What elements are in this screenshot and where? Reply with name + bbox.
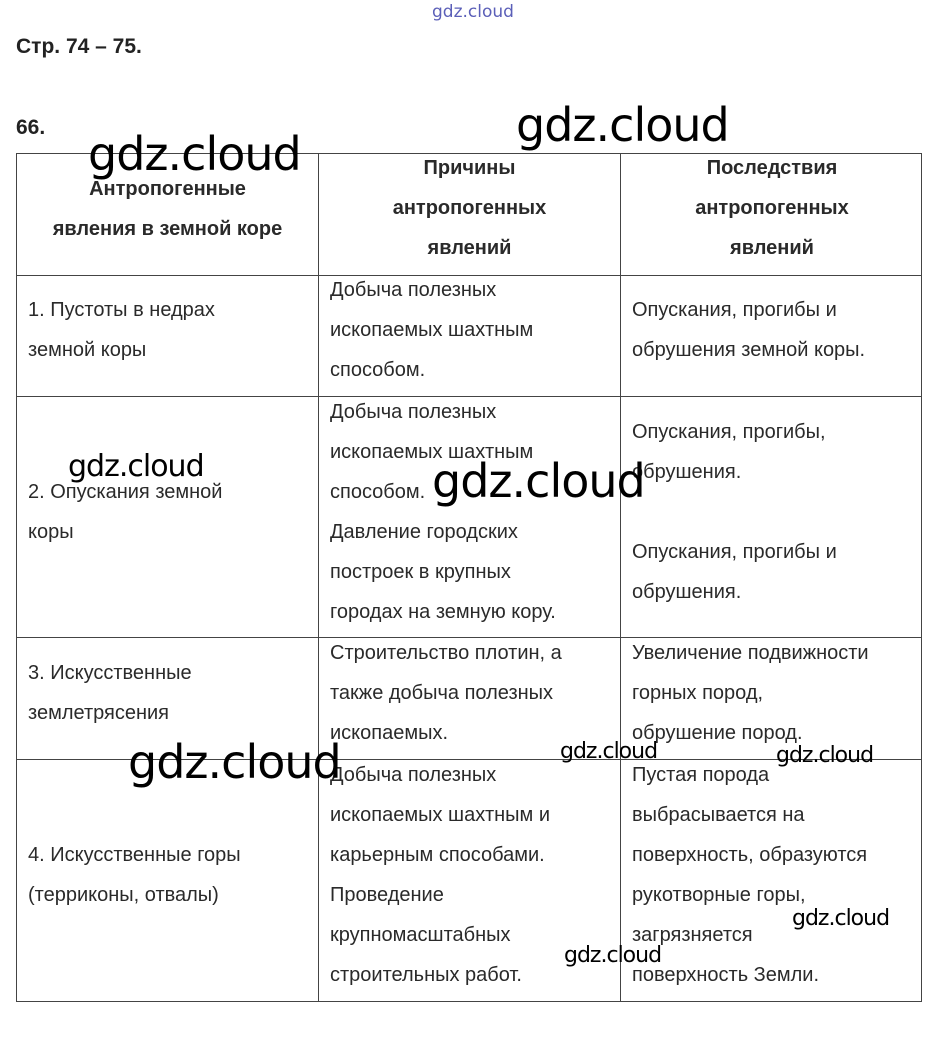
row-1-phenomenon: 1. Пустоты в недрах земной коры [28,299,215,361]
watermark: gdz.cloud [68,449,204,484]
header-causes: Причины антропогенных явлений [392,157,547,259]
row-4-phenomenon: 4. Искусственные горы (терриконы, отвалы) [28,844,241,906]
page-title: Стр. 74 – 75. [16,35,142,58]
watermark-top: gdz.cloud [432,2,514,22]
row-3-causes: Строительство плотин, а также добыча полезных ископаемых. [330,642,562,744]
column-divider [620,154,621,1001]
header-phenomena: Антропогенные явления в земной коре [52,178,283,240]
task-number: 66. [16,116,46,139]
row-3-consequences: Увеличение подвижности горных пород, обрушение пород. [632,642,869,744]
answer-table [16,153,922,1002]
row-2-consequences: Опускания, прогибы, обрушения. Опускания, прогибы и обрушения. [632,421,837,603]
row-1-consequences: Опускания, прогибы и обрушения земной коры. [632,299,866,361]
watermark: gdz.cloud [564,943,662,968]
row-2-phenomenon: 2. Опускания земной коры [28,481,223,543]
row-4-consequences: Пустая порода выбрасывается на поверхность, образуются рукотворные горы, загрязняется поверхность Земли. [632,764,868,986]
watermark: gdz.cloud [88,127,301,181]
watermark: gdz.cloud [560,739,658,764]
column-divider [318,154,319,1001]
row-4-causes: Добыча полезных ископаемых шахтным и карьерным способами. Проведение крупномасштабных строительных работ. [330,764,551,986]
watermark: gdz.cloud [516,98,729,152]
watermark: gdz.cloud [128,735,341,789]
row-2-causes: Добыча полезных ископаемых шахтным способом. Давление городских построек в крупных городах на земную кору. [330,401,556,623]
watermark: gdz.cloud [792,906,890,931]
row-3-phenomenon: 3. Искусственные землетрясения [28,662,192,724]
watermark: gdz.cloud [776,743,874,768]
row-1-causes: Добыча полезных ископаемых шахтным способом. [330,279,534,381]
header-consequences: Последствия антропогенных явлений [695,157,849,259]
watermark: gdz.cloud [432,454,645,508]
